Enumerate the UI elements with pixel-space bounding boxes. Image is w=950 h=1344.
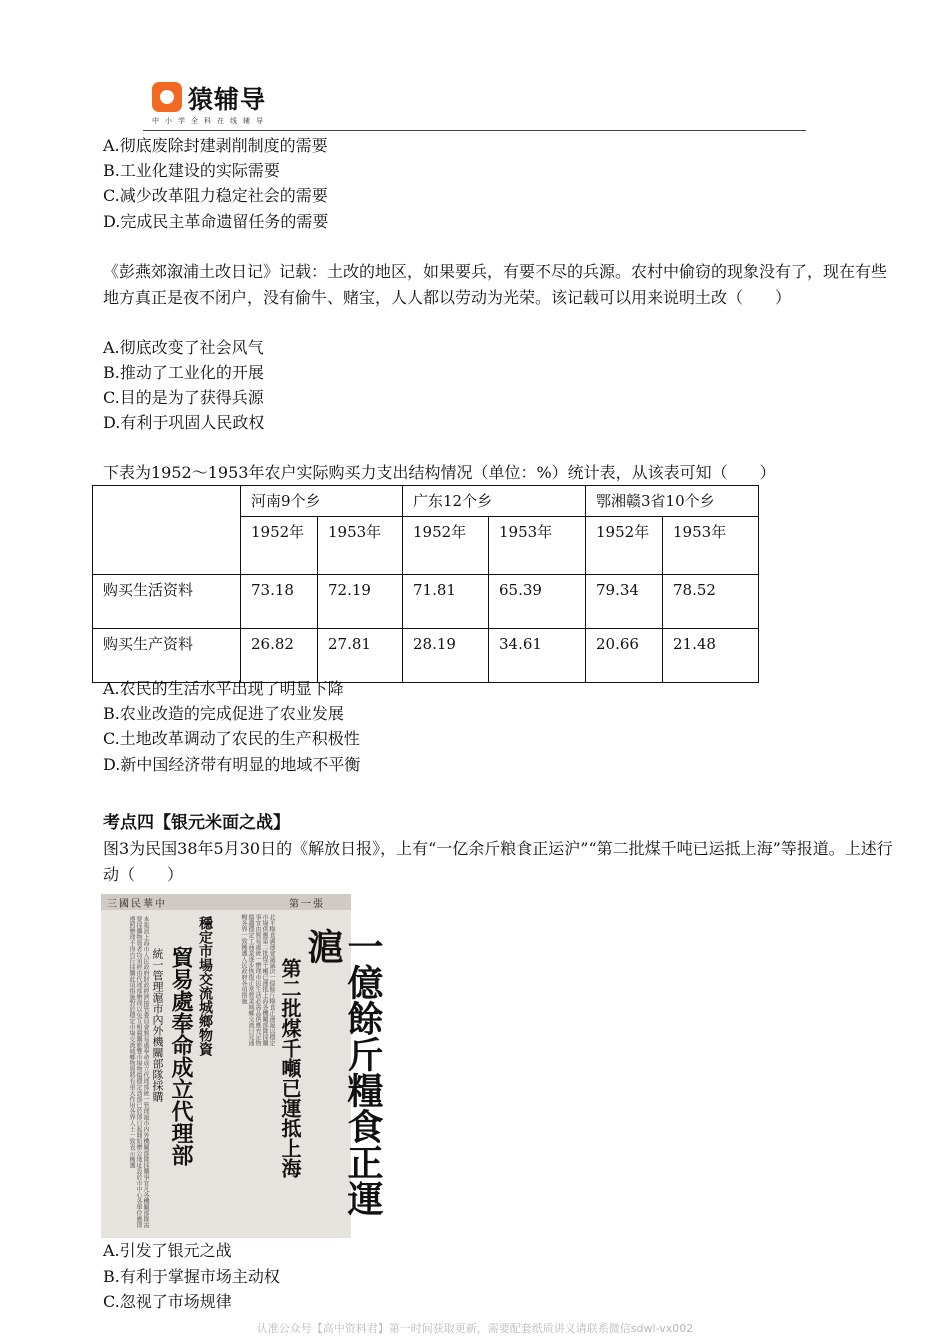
brand-tagline: 中小学全科在线辅导 — [152, 117, 269, 125]
brand-logo — [152, 82, 292, 128]
option-d: D.完成民主革命遗留任务的需要 — [103, 212, 329, 231]
newspaper-headline-left-2: 貿易處奉命成立代理部 — [168, 946, 194, 1166]
section-heading: 考点四【银元米面之战】 — [103, 813, 290, 833]
option-d: D.有利于巩固人民政权 — [103, 413, 265, 432]
table-year-header: 1953年 — [663, 517, 759, 575]
table-cell: 72.19 — [318, 575, 403, 629]
newspaper-headline-sub: 第二批煤千噸已運抵上海 — [278, 958, 302, 1178]
newspaper-masthead-left: 三國民華中 — [107, 899, 167, 910]
table-cell: 27.81 — [318, 629, 403, 683]
newspaper-headline-left-3: 統一管理滬市內外機關部隊採購 — [151, 948, 164, 1102]
question-stem: 《彭燕郊溆浦土改日记》记载：土改的地区，如果要兵，有要不尽的兵源。农村中偷窃的现象没有了，现在有些地方真正是夜不闭户，没有偷牛、赌宝，人人都以劳动为光荣。该记载可以用来说明土改（ ） — [103, 262, 888, 307]
table-year-header: 1953年 — [489, 517, 586, 575]
table-year-header: 1952年 — [586, 517, 663, 575]
option-b: B.工业化建设的实际需要 — [103, 161, 280, 180]
table-cell: 21.48 — [663, 629, 759, 683]
table-row — [93, 575, 759, 629]
newspaper-masthead-right: 第一張 — [289, 899, 325, 910]
table-region-header: 鄂湘赣3省10个乡 — [586, 486, 759, 517]
table-year-header: 1952年 — [403, 517, 489, 575]
newspaper-headline-left-1: 穩定市場交流城鄉物資 — [197, 916, 213, 1056]
option-b: B.农业改造的完成促进了农业发展 — [103, 704, 344, 723]
header-divider — [143, 130, 806, 131]
brand-name: 猿辅导 — [188, 85, 267, 114]
table-cell: 65.39 — [489, 575, 586, 629]
table-cell: 28.19 — [403, 629, 489, 683]
table-cell: 20.66 — [586, 629, 663, 683]
newspaper-headline-main: 一億餘斤糧食正運滬 — [302, 928, 384, 1216]
option-c: C.减少改革阻力稳定社会的需要 — [103, 186, 328, 205]
option-a: A.农民的生活水平出现了明显下降 — [103, 679, 344, 698]
table-cell: 34.61 — [489, 629, 586, 683]
table-region-header: 河南9个乡 — [241, 486, 403, 517]
table-row-label: 购买生产资料 — [93, 629, 241, 683]
footer-watermark: 认准公众号【高中资料君】第一时间获取更新，需要配套纸质讲义请联系微信sdwl-vx002 — [256, 1322, 694, 1335]
option-c: C.忽视了市场规律 — [103, 1292, 232, 1311]
newspaper-body-text: 本報訊上海市人民政府財政經濟接管委員會貿易處奉命成立代理部統一管理滬市內外機關部隊採購事宜凡各機關部隊需要採購物資者均須經由代理部辦理以免互相競購影響市場物價穩定該部已於即日起開始辦公地址設於市中心各單位應即遵照辦理不得自行採購此項措施對於穩定市場交流城鄉物資將有重大作用各界人士一致表示擁護 — [128, 916, 149, 1228]
table-row — [93, 629, 759, 683]
question-stem: 图3为民国38年5月30日的《解放日报》，上有“一亿余斤粮食正运沪”“第二批煤千吨已运抵上海”等报道。上述行动（ ） — [103, 839, 893, 884]
table-cell: 71.81 — [403, 575, 489, 629]
option-c: C.目的是为了获得兵源 — [103, 388, 264, 407]
option-a: A.彻底废除封建剥削制度的需要 — [103, 136, 328, 155]
option-c: C.土地改革调动了农民的生产积极性 — [103, 729, 360, 748]
table-row-label: 购买生活资料 — [93, 575, 241, 629]
table-corner-cell — [93, 486, 241, 575]
stats-table — [92, 485, 759, 683]
table-region-header: 广东12个乡 — [403, 486, 586, 517]
option-a: A.彻底改变了社会风气 — [103, 338, 264, 357]
table-year-header: 1952年 — [241, 517, 318, 575]
option-b: B.有利于掌握市场主动权 — [103, 1267, 280, 1286]
table-cell: 73.18 — [241, 575, 318, 629]
table-year-header: 1953年 — [318, 517, 403, 575]
option-a: A.引发了银元之战 — [103, 1241, 232, 1260]
newspaper-masthead — [101, 894, 351, 910]
question-stem: 下表为1952～1953年农户实际购买力支出结构情况（单位：%）统计表，从该表可知（ ） — [103, 463, 776, 482]
table-cell: 79.34 — [586, 575, 663, 629]
option-d: D.新中国经济带有明显的地域不平衡 — [103, 755, 361, 774]
newspaper-image — [101, 894, 384, 1238]
brand-logo-icon — [152, 82, 182, 112]
table-header-row — [93, 486, 759, 517]
table-cell: 78.52 — [663, 575, 759, 629]
newspaper-body-text: 北平糧食調運會議議決一億餘斤糧食正運滬以穩定市場供應第二批煤千噸已運抵上海各機關部隊採購事宜由貿易處統一辦理市民生活必需品供應充足物價趨穩定工商業逐步恢復正常營業城鄉交流日見通暢各界一致擁護人民政府各項措施 — [240, 914, 275, 1046]
table-cell: 26.82 — [241, 629, 318, 683]
option-b: B.推动了工业化的开展 — [103, 363, 264, 382]
